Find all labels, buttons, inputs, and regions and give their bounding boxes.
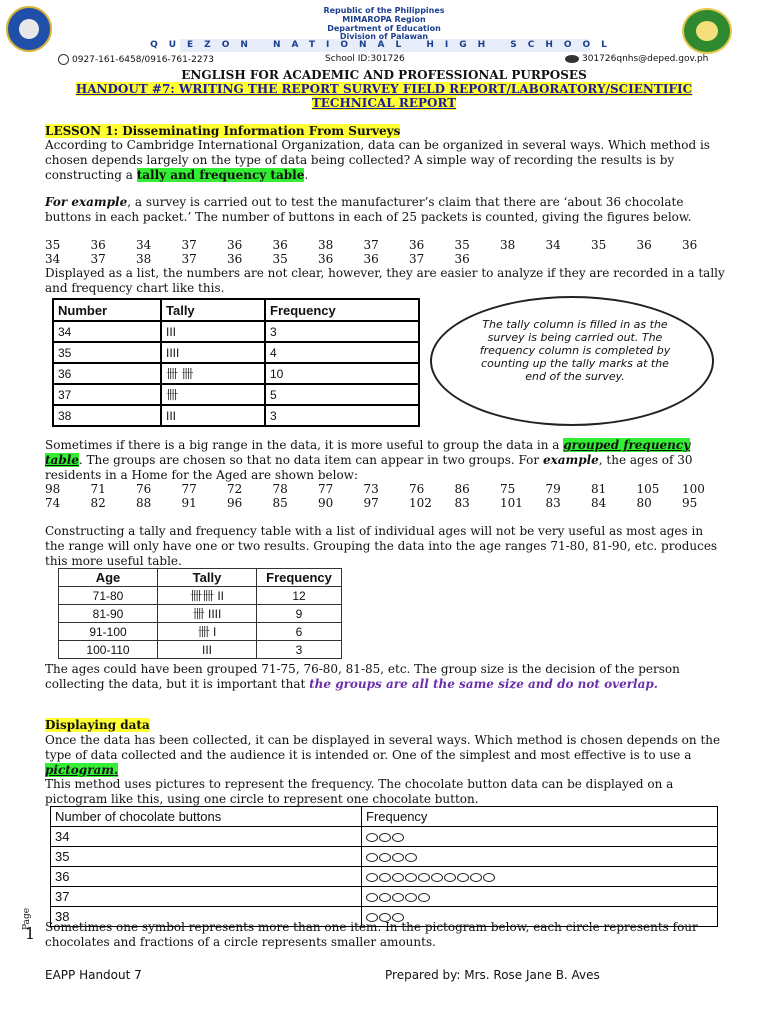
page-number: 1 [25,924,36,943]
number-value: 90 [318,496,334,510]
number-value: 35 [591,238,607,252]
tally-cell-tally: 卌 卌 [161,363,265,384]
age-cell-age: 81-90 [59,605,158,623]
age-cell-tally: 卌 I [158,623,257,641]
page-label: Page [22,907,32,930]
number-value: 36 [272,238,288,252]
number-value: 82 [90,496,106,510]
footer-left: EAPP Handout 7 [45,968,142,982]
circle-icon [470,873,482,882]
header-republic: Republic of the Philippines [323,6,445,15]
tally-cell-frequency: 3 [265,405,419,426]
contact-phone: 0927-161-6458/0916-761-2273 [58,54,214,65]
age-cell-age: 71-80 [59,587,158,605]
circle-icon [379,873,391,882]
age-cell-tally: 卌 IIII [158,605,257,623]
pictogram-label: 35 [51,847,362,867]
pictogram-circles [362,827,718,847]
pictogram-label: 37 [51,887,362,907]
circle-icon [366,853,378,862]
contact-email: 301726qnhs@deped.gov.ph [565,54,708,64]
number-value: 36 [682,238,698,252]
list-paragraph: Displayed as a list, the numbers are not clear, however, they are easier to analyze if they are recorded in a tally and frequency chart like this. [45,266,725,295]
table-row [51,847,718,867]
number-value: 38 [500,238,516,252]
tally-cell-tally: III [161,321,265,342]
age-header-tally: Tally [158,569,257,587]
number-value: 34 [545,238,561,252]
number-value: 76 [136,482,152,496]
table-row [51,867,718,887]
lesson-intro: According to Cambridge International Organization, data can be organized in several ways. Which method is chosen depends largely on the type of data being collected? A simple way of recording the results is by constructing a tally and frequency table. [45,138,710,182]
group-size-paragraph: The ages could have been grouped 71-75, 76-80, 81-85, etc. The group size is the decision of the person collecting the data, but it is important that the groups are all the same size and do not overlap. [45,662,680,691]
age-cell-frequency: 12 [257,587,342,605]
numbers-row-1 [45,238,725,252]
pictogram-label: 36 [51,867,362,887]
circle-icon [457,873,469,882]
pictogram-header-number: Number of chocolate buttons [51,807,362,827]
number-value: 76 [409,482,425,496]
number-value: 71 [90,482,106,496]
number-value: 38 [136,252,152,266]
number-value: 78 [272,482,288,496]
number-value: 72 [227,482,243,496]
tally-table [52,298,420,427]
number-value: 81 [591,482,607,496]
pictogram-label: 38 [51,907,362,927]
number-value: 35 [272,252,288,266]
handout-title: HANDOUT #7: WRITING THE REPORT SURVEY FIELD REPORT/LABORATORY/SCIENTIFIC TECHNICAL REPORT [75,82,693,110]
table-row [53,363,419,384]
number-value: 36 [227,238,243,252]
number-value: 74 [45,496,61,510]
circle-icon [366,893,378,902]
table-row [51,887,718,907]
pictogram-label: 34 [51,827,362,847]
number-value: 100 [682,482,705,496]
number-value: 95 [682,496,698,510]
number-value: 75 [500,482,516,496]
age-header-frequency: Frequency [257,569,342,587]
table-row [53,342,419,363]
circle-icon [431,873,443,882]
footer-right: Prepared by: Mrs. Rose Jane B. Aves [385,968,600,982]
number-value: 37 [363,238,379,252]
header-department: Department of Education [327,24,441,33]
displaying-heading: Displaying data [45,718,150,732]
circle-icon [392,893,404,902]
closing-paragraph: Sometimes one symbol represents more than one item. In the pictogram below, each circle represents four chocolates and fractions of a circle represents smaller amounts. [45,920,698,949]
number-value: 37 [409,252,425,266]
table-row [59,641,342,659]
tally-cell-frequency: 5 [265,384,419,405]
pictogram-circles [362,867,718,887]
tally-cell-number: 37 [53,384,161,405]
grouped-paragraph: Sometimes if there is a big range in the data, it is more useful to group the data in a grouped frequency table. The groups are chosen so that no data item can appear in two groups. For example, the ages of 30 residents in a Home for the Aged are shown below: [45,438,693,482]
table-row [59,587,342,605]
circle-icon [483,873,495,882]
circle-icon [405,853,417,862]
age-cell-age: 100-110 [59,641,158,659]
number-value: 35 [45,238,61,252]
number-value: 85 [272,496,288,510]
table-row [59,605,342,623]
number-value: 35 [454,238,470,252]
pictogram-circles [362,847,718,867]
ages-row-2 [45,496,725,510]
circle-icon [418,873,430,882]
lesson-heading: LESSON 1: Disseminating Information From Surveys [45,124,401,138]
number-value: 36 [318,252,334,266]
number-value: 37 [181,238,197,252]
number-value: 37 [181,252,197,266]
tally-cell-number: 38 [53,405,161,426]
tally-header-tally: Tally [161,299,265,321]
number-value: 102 [409,496,432,510]
age-cell-frequency: 3 [257,641,342,659]
number-value: 36 [363,252,379,266]
tally-cell-frequency: 10 [265,363,419,384]
table-row [53,321,419,342]
tally-cell-number: 34 [53,321,161,342]
pictogram-table [50,806,718,927]
header-school-name: QUEZON NATIONAL HIGH SCHOOL [150,40,618,50]
header-division: Division of Palawan [339,32,429,41]
number-value: 86 [454,482,470,496]
number-value: 36 [90,238,106,252]
table-row [53,405,419,426]
number-value: 36 [409,238,425,252]
circle-icon [392,873,404,882]
tally-cell-frequency: 4 [265,342,419,363]
number-value: 36 [454,252,470,266]
circle-icon [405,893,417,902]
age-cell-tally: III [158,641,257,659]
number-value: 38 [318,238,334,252]
tally-cell-frequency: 3 [265,321,419,342]
tally-cell-number: 36 [53,363,161,384]
number-value: 101 [500,496,523,510]
age-cell-frequency: 9 [257,605,342,623]
tally-header-number: Number [53,299,161,321]
number-value: 88 [136,496,152,510]
phone-icon [58,54,69,65]
number-value: 37 [90,252,106,266]
number-value: 34 [45,252,61,266]
circle-icon [392,853,404,862]
circle-icon [444,873,456,882]
number-value: 105 [636,482,660,496]
tally-cell-tally: IIII [161,342,265,363]
circle-icon [392,833,404,842]
tally-cell-number: 35 [53,342,161,363]
construct-paragraph: Constructing a tally and frequency table with a list of individual ages will not be very useful as most ages in the range will only have one or two results. Grouping the data into the age ranges 71-80, 81-90, etc. produces this more useful table. [45,524,718,568]
cloud-note: The tally column is filled in as the survey is being carried out. The frequency column is completed by counting up the tally marks at the end of the survey. [479,318,671,383]
circle-icon [405,873,417,882]
circle-icon [379,893,391,902]
number-value: 83 [454,496,470,510]
number-value: 36 [636,238,652,252]
tally-cell-tally: III [161,405,265,426]
number-value: 97 [363,496,379,510]
pictogram-header-frequency: Frequency [362,807,718,827]
circle-icon [366,833,378,842]
number-value: 34 [136,238,152,252]
circle-icon [379,853,391,862]
age-header-age: Age [59,569,158,587]
circle-icon [379,833,391,842]
course-title: ENGLISH FOR ACADEMIC AND PROFESSIONAL PURPOSES [181,68,587,82]
number-value: 96 [227,496,243,510]
number-value: 77 [181,482,197,496]
circle-icon [418,893,430,902]
number-value: 79 [545,482,561,496]
table-row [59,623,342,641]
number-value: 98 [45,482,61,496]
number-value: 84 [591,496,607,510]
age-cell-tally: 卌卌 II [158,587,257,605]
number-value: 83 [545,496,561,510]
number-value: 80 [636,496,652,510]
contact-school-id: School ID:301726 [325,54,405,64]
number-value: 91 [181,496,197,510]
pictogram-circles [362,887,718,907]
age-cell-age: 91-100 [59,623,158,641]
numbers-row-2 [45,252,725,266]
table-row [51,827,718,847]
number-value: 36 [227,252,243,266]
ages-row-1 [45,482,725,496]
age-table [58,568,342,659]
age-cell-frequency: 6 [257,623,342,641]
example-paragraph: For example, a survey is carried out to test the manufacturer’s claim that there are ‘about 36 chocolate buttons in each packet.’ The number of buttons in each of 25 packets is counted, giving the figures below. [45,195,692,224]
displaying-paragraph: Once the data has been collected, it can be displayed in several ways. Which method is chosen depends on the type of data collected and the audience it is intended or. One of the simplest and most effective is to use a pictogram. This method uses pictures to represent the frequency. The chocolate button data can be displayed on a pictogram like this, using one circle to represent one chocolate button. [45,733,721,807]
tally-header-frequency: Frequency [265,299,419,321]
number-value: 73 [363,482,379,496]
email-icon [565,55,579,63]
circle-icon [366,873,378,882]
header-region: MIMAROPA Region [342,15,426,24]
tally-cell-tally: 卌 [161,384,265,405]
number-value: 77 [318,482,334,496]
table-row [53,384,419,405]
